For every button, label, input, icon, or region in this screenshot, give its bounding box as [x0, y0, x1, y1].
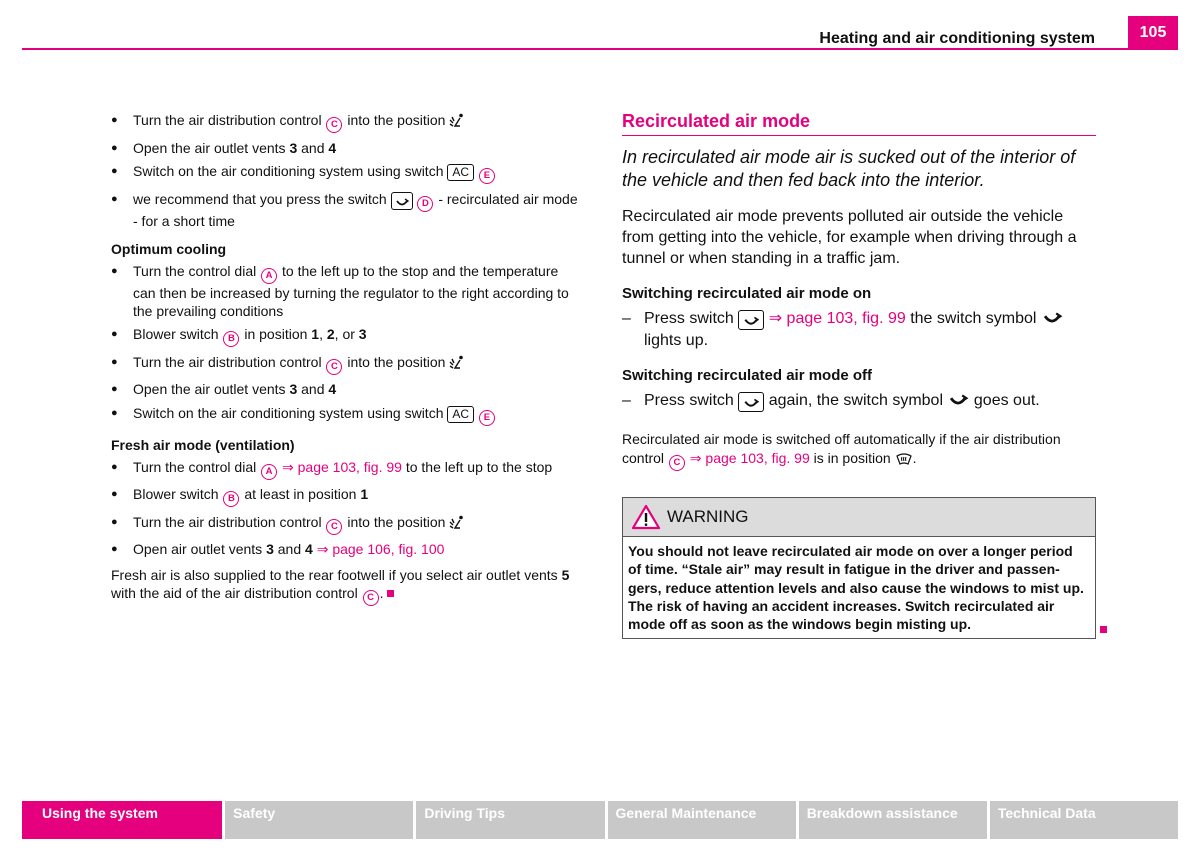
page-link[interactable]: ⇒ page 103, fig. 99: [768, 310, 906, 327]
ref-marker: A: [261, 464, 277, 480]
page-link[interactable]: ⇒ page 106, fig. 100: [312, 541, 445, 557]
ref-marker: C: [326, 117, 342, 133]
warning-triangle-icon: [631, 504, 661, 530]
ref-marker: E: [479, 168, 495, 184]
ref-marker: C: [326, 359, 342, 375]
fresh-air-note: Fresh air is also supplied to the rear footwell if you select air outlet vents 5 with the aid of the air distribution control C .: [111, 566, 581, 606]
footer-nav: [22, 801, 1178, 839]
list-item: ● Turn the air distribution control C into the position: [111, 353, 581, 375]
tab-general-maintenance[interactable]: General Maintenance: [608, 801, 796, 839]
left-column: [111, 111, 581, 606]
ref-marker: D: [417, 196, 433, 212]
list-item: ● Turn the control dial A to the left up to the stop and the temperature can then be increased by turning the regulator to the right according to the prevailing conditions: [111, 262, 581, 320]
list-item: ● Blower switch B at least in position 1: [111, 485, 581, 507]
right-column: [622, 111, 1096, 639]
page-link[interactable]: ⇒ page 103, fig. 99: [685, 450, 810, 466]
ref-marker: B: [223, 491, 239, 507]
tab-breakdown-assistance[interactable]: Breakdown assistance: [799, 801, 987, 839]
list-item: ● Turn the air distribution control C into the position: [111, 111, 581, 133]
list-item: ● Switch on the air conditioning system using switch AC E: [111, 404, 581, 426]
instruction-on: – Press switch ⇒ page 103, fig. 99 the switch symbol lights up.: [622, 308, 1096, 351]
warning-title: WARNING: [667, 507, 749, 526]
ac-switch-label: AC: [447, 406, 474, 423]
intro-text: In recirculated air mode air is sucked out of the interior of the vehicle and then fed back into the interior.: [622, 147, 1076, 190]
section-title: Recirculated air mode: [622, 111, 1096, 136]
air-distribution-footwell-icon: [449, 515, 465, 531]
list-item: ● Open the air outlet vents 3 and 4: [111, 380, 581, 398]
page-number: 105: [1128, 16, 1178, 49]
instruction-off: – Press switch again, the switch symbol goes out.: [622, 390, 1096, 412]
warning-header: [623, 498, 1095, 537]
list-item: ● Open the air outlet vents 3 and 4: [111, 139, 581, 157]
recirculation-switch-icon: [738, 392, 764, 412]
recirculation-icon: [947, 394, 969, 408]
tab-driving-tips[interactable]: Driving Tips: [416, 801, 604, 839]
list-item: ● Open air outlet vents 3 and 4 ⇒ page 106, fig. 100: [111, 540, 581, 558]
list-item: ● Switch on the air conditioning system using switch AC E: [111, 162, 581, 184]
ref-marker: B: [223, 331, 239, 347]
auto-off-note: Recirculated air mode is switched off automatically if the air distribution control C ⇒ page 103, fig. 99 is in position .: [622, 430, 1096, 471]
recirculation-switch-icon: [391, 192, 413, 210]
tab-using-the-system[interactable]: Using the system: [22, 801, 222, 839]
tab-technical-data[interactable]: Technical Data: [990, 801, 1178, 839]
recirculation-switch-icon: [738, 310, 764, 330]
list-item: ● Blower switch B in position 1, 2, or 3: [111, 325, 581, 347]
ref-marker: C: [363, 590, 379, 606]
ac-switch-label: AC: [447, 164, 474, 181]
air-distribution-footwell-icon: [449, 355, 465, 371]
list-item: ● we recommend that you press the switch D - recirculated air mode - for a short time: [111, 190, 581, 230]
air-distribution-footwell-icon: [449, 113, 465, 129]
subheading-off: Switching recirculated air mode off: [622, 367, 873, 384]
section-heading-fresh-air: Fresh air mode (ventilation): [111, 436, 295, 453]
ref-marker: C: [326, 519, 342, 535]
header-rule: [22, 48, 1178, 50]
warning-text: You should not leave recirculated air mode on over a longer period of time. “Stale air” may result in fatigue in the driver and passen-gers, reduce attention levels and also cause the windows to mist up. The risk of having an accident increases. Switch recirculated air mode off as soon as the windows begin misting up.: [628, 543, 1084, 633]
section-end-marker: [1100, 626, 1107, 633]
ref-marker: A: [261, 268, 277, 284]
page-link[interactable]: ⇒ page 103, fig. 99: [278, 458, 402, 475]
body-text: Recirculated air mode prevents polluted air outside the vehicle from getting into the vehicle, for example when driving through a tunnel or when standing in a traffic jam.: [622, 208, 1077, 267]
recirculation-icon: [1041, 312, 1063, 326]
list-item: ● Turn the control dial A ⇒ page 103, fig. 99 to the left up to the stop: [111, 458, 581, 480]
section-end-marker: [387, 590, 394, 597]
ref-marker: E: [479, 410, 495, 426]
subheading-on: Switching recirculated air mode on: [622, 285, 872, 302]
section-heading-optimum-cooling: Optimum cooling: [111, 240, 227, 257]
windscreen-defrost-icon: [895, 452, 913, 466]
warning-box: [622, 497, 1096, 639]
list-item: ● Turn the air distribution control C into the position: [111, 513, 581, 535]
page-header-title: Heating and air conditioning system: [819, 30, 1095, 47]
ref-marker: C: [669, 455, 685, 471]
tab-safety[interactable]: Safety: [225, 801, 413, 839]
